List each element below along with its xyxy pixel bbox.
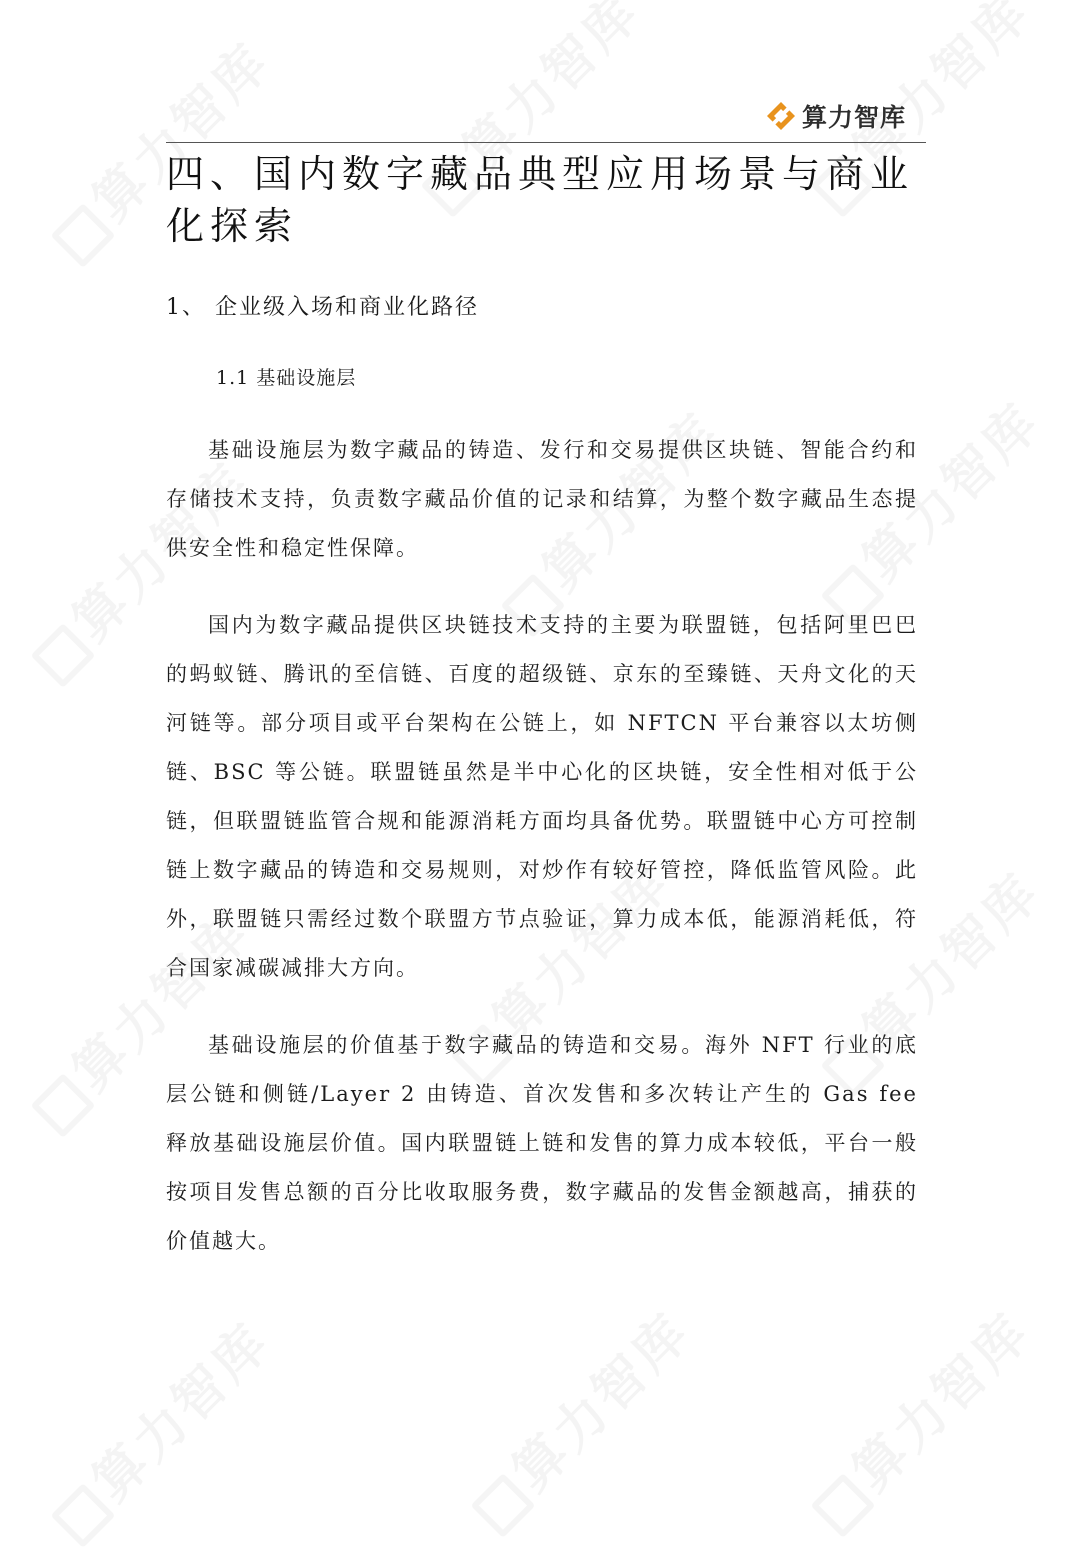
header-divider bbox=[166, 142, 926, 143]
section-title: 1、 企业级入场和商业化路径 bbox=[166, 295, 479, 320]
watermark bbox=[34, 1303, 284, 1552]
body-paragraph: 国内为数字藏品提供区块链技术支持的主要为联盟链，包括阿里巴巴的蚂蚁链、腾讯的至信链、百度的超级链、京东的至臻链、天舟文化的天河链等。部分项目或平台架构在公链上，如 NFTCN 平台兼容以太坊侧链、BSC 等公链。联盟链虽然是半中心化的区块链，安全性相对低于公链，但联盟链监管合规和能源消耗方面均具备优势。联盟链中心方可控制链上数字藏品的铸造和交易规则，对炒作有较好管控，降低监管风险。此外，联盟链只需经过数个联盟方节点验证，算力成本低，能源消耗低，符合国家减碳减排大方向。 bbox=[166, 613, 918, 980]
page-header bbox=[166, 96, 914, 144]
chapter-title: 四、国内数字藏品典型应用场景与商业化探索 bbox=[166, 152, 915, 248]
brand-logo-icon bbox=[766, 101, 796, 131]
watermark bbox=[454, 1293, 704, 1543]
brand-logo-text: 算力智库 bbox=[801, 103, 906, 132]
watermark bbox=[794, 1293, 1044, 1543]
body-paragraph: 基础设施层的价值基于数字藏品的铸造和交易。海外 NFT 行业的底层公链和侧链/Layer 2 由铸造、首次发售和多次转让产生的 Gas fee 释放基础设施层价值。国内联盟链上链和发售的算力成本较低，平台一般按项目发售总额的百分比收取服务费，数字藏品的发售金额越高，捕获的价值越大。 bbox=[166, 1033, 918, 1253]
brand-logo bbox=[766, 98, 906, 134]
page-content bbox=[166, 148, 918, 1266]
body-paragraph: 基础设施层为数字藏品的铸造、发行和交易提供区块链、智能合约和存储技术支持，负责数字藏品价值的记录和结算，为整个数字藏品生态提供安全性和稳定性保障。 bbox=[166, 438, 918, 560]
subsection-title: 1.1 基础设施层 bbox=[216, 367, 357, 389]
